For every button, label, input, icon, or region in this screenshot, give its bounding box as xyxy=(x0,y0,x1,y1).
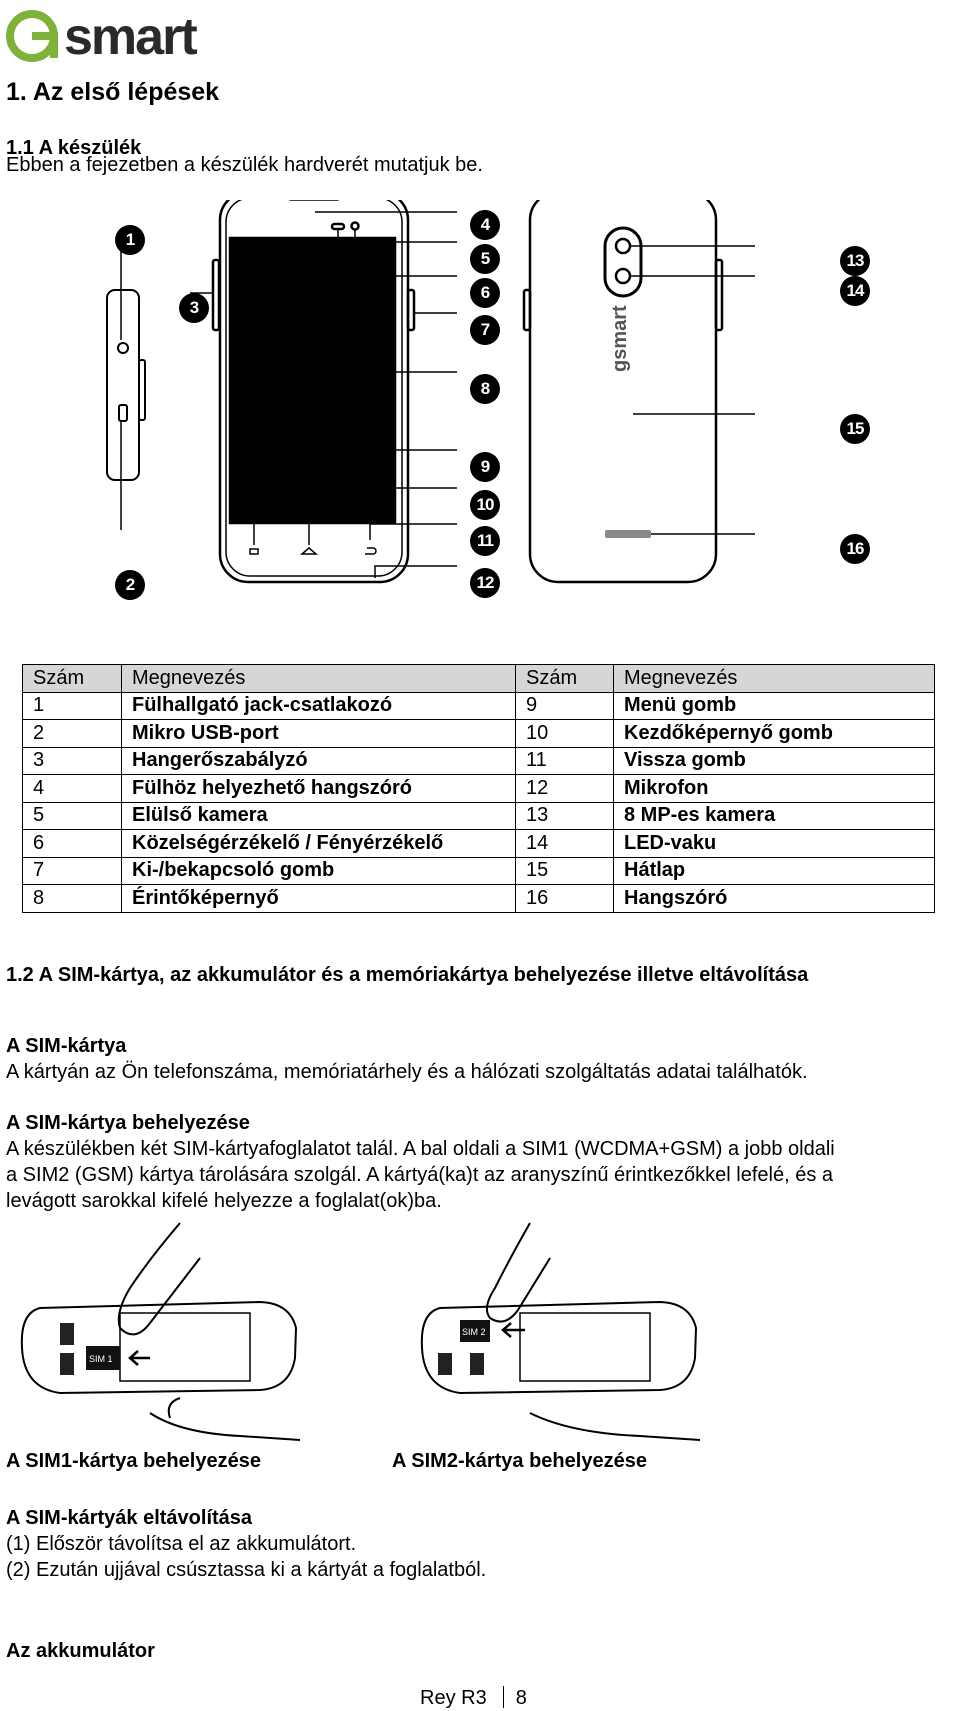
cell: 12 xyxy=(516,775,614,803)
insert-line-1: A készülékben két SIM-kártyafoglalatot talál. A bal oldali a SIM1 (WCDMA+GSM) a jobb oldali xyxy=(6,1138,835,1160)
sim-title: A SIM-kártya xyxy=(6,1035,127,1057)
table-header-row xyxy=(23,665,935,693)
callout-16: 16 xyxy=(840,534,870,564)
cell: Közelségérzékelő / Fényérzékelő xyxy=(122,830,516,858)
cell: Menü gomb xyxy=(614,692,935,720)
callout-2: 2 xyxy=(115,570,145,600)
cell: 7 xyxy=(23,857,122,885)
cell: Vissza gomb xyxy=(614,747,935,775)
cell: 8 MP-es kamera xyxy=(614,802,935,830)
caption-sim1: A SIM1-kártya behelyezése xyxy=(6,1450,261,1472)
table-row xyxy=(23,885,935,913)
col-header: Szám xyxy=(23,665,122,693)
caption-sim2: A SIM2-kártya behelyezése xyxy=(392,1450,647,1472)
cell: Kezdőképernyő gomb xyxy=(614,720,935,748)
svg-text:smart: smart xyxy=(64,8,196,64)
table-row xyxy=(23,830,935,858)
cell: Mikro USB-port xyxy=(122,720,516,748)
table-row xyxy=(23,857,935,885)
callout-8: 8 xyxy=(470,374,500,404)
table-row xyxy=(23,802,935,830)
brand-text: GSmart xyxy=(4,2,8,3)
insert-title: A SIM-kártya behelyezése xyxy=(6,1112,250,1134)
device-diagram xyxy=(95,200,875,640)
cell: 5 xyxy=(23,802,122,830)
callout-14: 14 xyxy=(840,276,870,306)
component-table xyxy=(22,664,935,913)
sim1-insertion-illustration xyxy=(0,1218,310,1448)
col-header: Megnevezés xyxy=(614,665,935,693)
cell: 3 xyxy=(23,747,122,775)
cell: Hangszóró xyxy=(614,885,935,913)
page-heading: 1. Az első lépések xyxy=(6,78,220,106)
insert-line-2: a SIM2 (GSM) kártya tárolására szolgál. A kártyá(ka)t az aranyszínű érintkezőkkel lefelé, és a xyxy=(6,1164,834,1186)
page-footer xyxy=(420,1686,527,1710)
sim2-card-label: SIM 2 xyxy=(462,1327,486,1337)
leader-lines xyxy=(121,212,755,578)
callout-10: 10 xyxy=(470,490,500,520)
footer-separator xyxy=(503,1686,504,1708)
col-header: Szám xyxy=(516,665,614,693)
svg-text:gsmart: gsmart xyxy=(609,305,631,372)
battery-title: Az akkumulátor xyxy=(6,1640,155,1662)
table-row xyxy=(23,692,935,720)
cell: Hangerőszabályzó xyxy=(122,747,516,775)
cell: 15 xyxy=(516,857,614,885)
cell: Hátlap xyxy=(614,857,935,885)
table-row xyxy=(23,775,935,803)
remove-step-2: (2) Ezután ujjával csúsztassa ki a kártyát a foglalatból. xyxy=(6,1559,487,1581)
cell: 1 xyxy=(23,692,122,720)
callout-6: 6 xyxy=(470,278,500,308)
cell: 11 xyxy=(516,747,614,775)
cell: 6 xyxy=(23,830,122,858)
footer-model: Rey R3 xyxy=(420,1687,487,1709)
cell: Elülső kamera xyxy=(122,802,516,830)
callout-15: 15 xyxy=(840,414,870,444)
cell: 2 xyxy=(23,720,122,748)
cell: 16 xyxy=(516,885,614,913)
cell: Mikrofon xyxy=(614,775,935,803)
gsmart-logo xyxy=(4,2,264,64)
phone-back-view xyxy=(524,200,722,582)
remove-title: A SIM-kártyák eltávolítása xyxy=(6,1507,253,1529)
callout-3: 3 xyxy=(179,293,209,323)
cell: 4 xyxy=(23,775,122,803)
section-1-1-title: 1.1 A készülék xyxy=(6,137,142,159)
callout-5: 5 xyxy=(470,244,500,274)
cell: 9 xyxy=(516,692,614,720)
cell: Fülhöz helyezhető hangszóró xyxy=(122,775,516,803)
sim1-card-label: SIM 1 xyxy=(89,1354,113,1364)
phone-side-view xyxy=(107,290,145,480)
table-row xyxy=(23,747,935,775)
page-number: 8 xyxy=(515,1687,527,1709)
callout-12: 12 xyxy=(470,568,500,598)
cell: LED-vaku xyxy=(614,830,935,858)
remove-step-1: (1) Először távolítsa el az akkumulátort. xyxy=(6,1533,357,1555)
cell: 14 xyxy=(516,830,614,858)
sim2-insertion-illustration xyxy=(400,1218,710,1448)
callout-1: 1 xyxy=(115,225,145,255)
cell: Fülhallgató jack-csatlakozó xyxy=(122,692,516,720)
callout-7: 7 xyxy=(470,315,500,345)
insert-line-3: levágott sarokkal kifelé helyezze a foglalat(ok)ba. xyxy=(6,1190,442,1212)
section-1-2-title: 1.2 A SIM-kártya, az akkumulátor és a memóriakártya behelyezése illetve eltávolítása xyxy=(6,964,809,986)
cell: 13 xyxy=(516,802,614,830)
callout-11: 11 xyxy=(470,526,500,556)
callout-4: 4 xyxy=(470,210,500,240)
callout-13: 13 xyxy=(840,246,870,276)
sim-text: A kártyán az Ön telefonszáma, memóriatárhely és a hálózati szolgáltatás adatai találhatók. xyxy=(6,1061,808,1083)
callout-9: 9 xyxy=(470,452,500,482)
cell: 8 xyxy=(23,885,122,913)
cell: Érintőképernyő xyxy=(122,885,516,913)
cell: 10 xyxy=(516,720,614,748)
col-header: Megnevezés xyxy=(122,665,516,693)
table-row xyxy=(23,720,935,748)
section-1-1-intro: Ebben a fejezetben a készülék hardverét mutatjuk be. xyxy=(6,154,483,176)
cell: Ki-/bekapcsoló gomb xyxy=(122,857,516,885)
